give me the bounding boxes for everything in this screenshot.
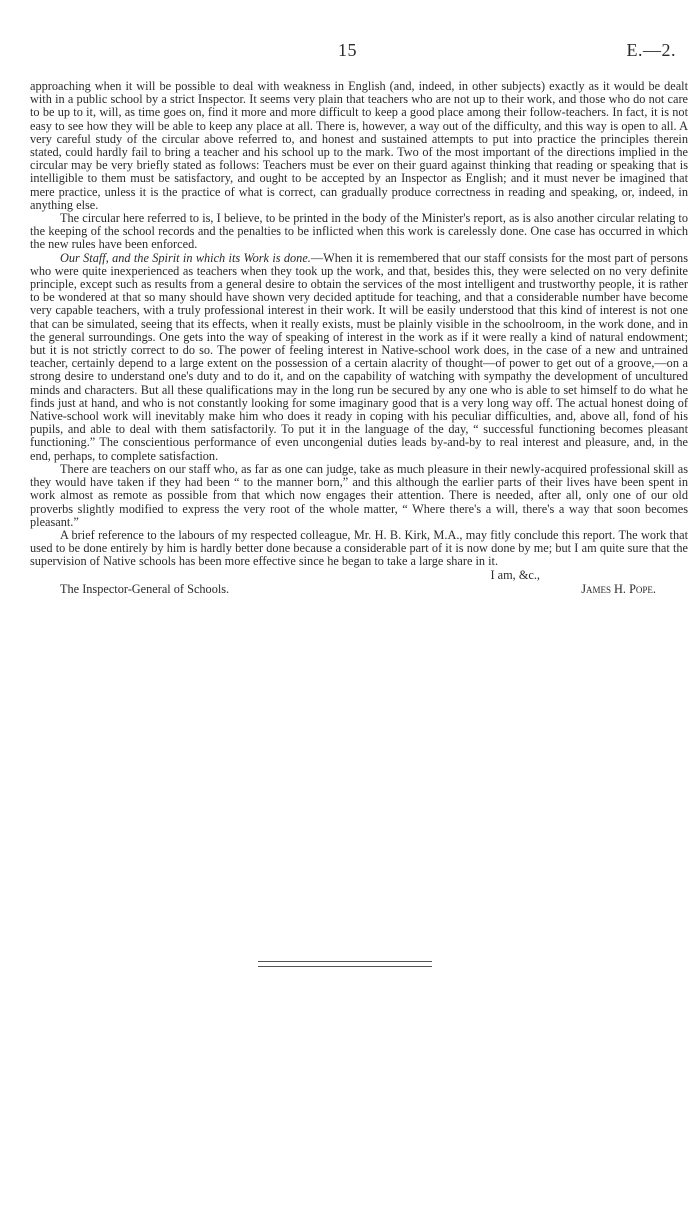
section-heading: Our Staff, and the Spirit in which its Work is done. bbox=[60, 250, 311, 265]
paragraph-circular bbox=[30, 212, 688, 252]
paragraph-text: There are teachers on our staff who, as far as one can judge, take as much pleasure in their newly-acquired professional skill as they would have taken if they had been “ to the manner born,” and this although the earlier parts of their lives have been spent in work almost as remote as possible from that which now engages their attention. There is needed, after all, only one of our old proverbs slightly modified to express the very root of the whole matter, “ Where there's a will, there's a way that soon becomes pleasant.” bbox=[30, 461, 688, 529]
paragraph-teachers-pleasure bbox=[30, 463, 688, 529]
paragraph-text: —When it is remembered that our staff consists for the most part of persons who were quite inexperienced as teachers when they took up the work, and that, besides this, they were selected on no very definite principle, except such as results from a general desire to obtain the services of the most intelligent and trustworthy people, it is rather to be wondered at that so many should have shown very decided aptitude for teaching, and that a considerable number have become very capable teachers, with a truly professional interest in their work. It will be easily understood that this kind of interest is not one that can be simulated, seeing that its effects, when it really exists, must be plainly visible in the schoolroom, in the work done, and in the general surroundings. One gets into the way of speaking of interest in the work as if it were really a kind of natural endowment; but it is not strictly correct to do so. The power of feeling interest in Native-school work does, in the case of a new and untrained teacher, certainly depend to a large extent on the possession of a certain alacrity of thought—of power to get out of a groove,—on a strong desire to understand one's duty and to do it, and on the capability of watching with sympathy the development of uncultured minds and characters. But all these qualifications may in the long run be secured by any one who is able to set himself to do what he finds just at hand, and who is not constantly looking for some imaginary good that is a very long way off. The actual honest doing of Native-school work will inevitably make him who does it ready in coping with his peculiar difficulties, and, above all, fond of his pupils, and able to deal with them satisfactorily. To put it in the language of the day, “ successful functioning becomes pleasant functioning.” The conscientious performance of even uncongenial duties leads by-and-by to real interest and pleasure, and, in the end, perhaps, to complete satisfaction. bbox=[30, 250, 688, 463]
signoff-block bbox=[30, 569, 688, 597]
addressee: The Inspector-General of Schools. bbox=[60, 581, 230, 596]
paragraph-our-staff bbox=[30, 252, 688, 463]
paragraph-text: The circular here referred to is, I believe, to be printed in the body of the Minister's report, as is also another circular relating to the keeping of the school records and the penalties to be inflicted when this work is carelessly done. One case has occurred in which the new rules have been enforced. bbox=[30, 211, 688, 252]
document-reference: E.—2. bbox=[626, 40, 676, 60]
paragraph-text: A brief reference to the labours of my respected colleague, Mr. H. B. Kirk, M.A., may fitly conclude this report. The work that used to be done entirely by him is hardly better done because a considerable part of it is now done by me; but I am quite sure that the supervision of Native schools has been more effective since he began to take a large share in it. bbox=[30, 527, 688, 569]
end-rule-divider bbox=[258, 961, 432, 967]
paragraph-english-weakness bbox=[30, 80, 688, 212]
paragraph-colleague bbox=[30, 529, 688, 569]
closing-line: I am, &c., bbox=[490, 567, 540, 582]
signature: James H. Pope. bbox=[581, 581, 656, 596]
report-body bbox=[30, 80, 688, 597]
paragraph-text: approaching when it will be possible to deal with weakness in English (and, indeed, in other subjects) exactly as it would be dealt with in a public school by a strict Inspector. It seems very plain that teachers who are not up to their work, and those who do not care to be up to it, will, as time goes on, find it more and more difficult to keep a good place among their follow-teachers. In fact, it is not easy to see how they will be able to keep any place at all. There is, however, a way out of the difficulty, and this way is open to all. A very careful study of the circular above referred to, and honest and sustained attempts to put into practice the principles therein stated, could hardly fail to bring a teacher and his school up to the mark. Two of the most important of the directions implied in the circular may be very briefly stated as follows: Teachers must be ever on their guard against thinking that reading or speaking that is intelligible to them must be satisfactory, and ought to be accepted by an Inspector as English; and it must never be imagined that mere practice, unless it is the practice of what is correct, can gradually produce correctness in reading and speaking, or, indeed, in anything else. bbox=[30, 79, 688, 212]
page-number: 15 bbox=[338, 40, 357, 60]
